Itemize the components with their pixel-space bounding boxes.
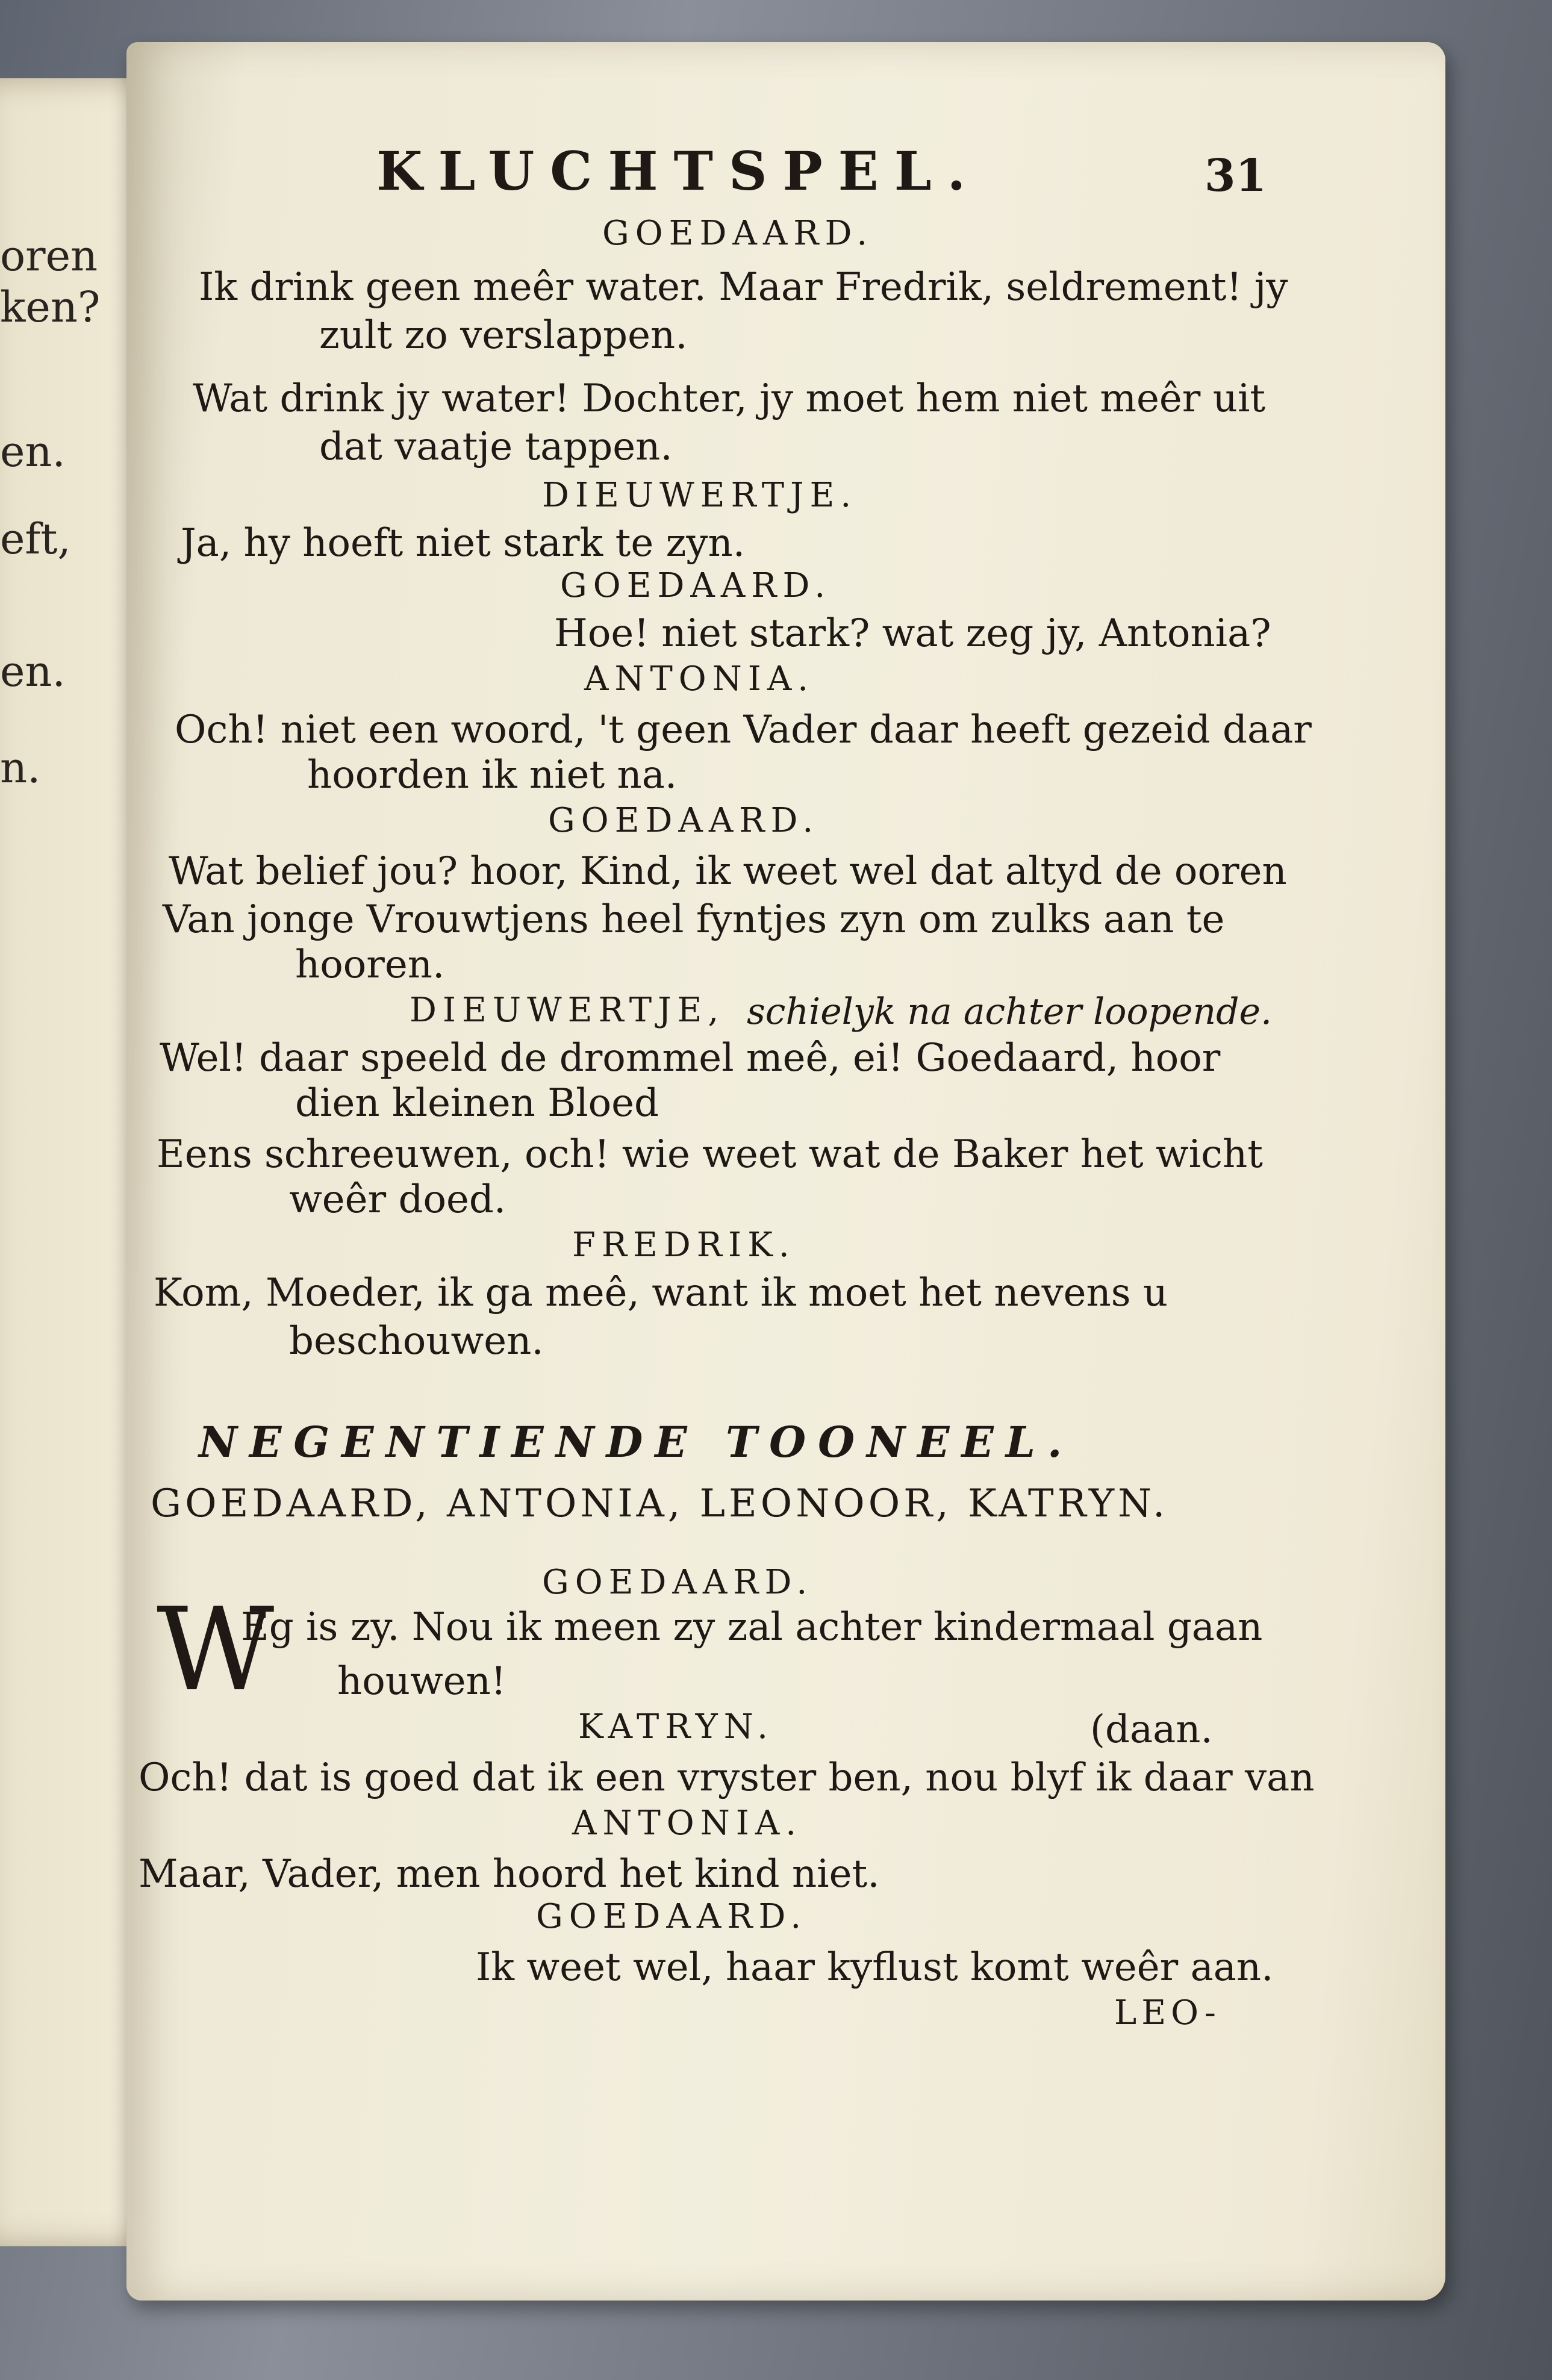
verse-line: Ja, hy hoeft niet stark te zyn. xyxy=(181,521,746,565)
verse-line: Maar, Vader, men hoord het kind niet. xyxy=(139,1852,880,1896)
left-fragment: eft, xyxy=(0,514,71,564)
cast-list: GOEDAARD, ANTONIA, LEONOOR, KATRYN. xyxy=(151,1481,1169,1526)
verse-line: Eg is zy. Nou ik meen zy zal achter kindermaal gaan xyxy=(241,1605,1263,1649)
verse-line: Hoe! niet stark? wat zeg jy, Antonia? xyxy=(554,611,1271,656)
verse-line: houwen! xyxy=(337,1659,506,1704)
verse-line: Wat belief jou? hoor, Kind, ik weet wel dat altyd de ooren xyxy=(169,849,1287,894)
speaker-name: DIEUWERTJE, xyxy=(410,991,725,1030)
verse-line: Van jonge Vrouwtjens heel fyntjes zyn om zulks aan te xyxy=(163,897,1225,942)
speaker-name: GOEDAARD. xyxy=(560,566,832,605)
speaker-name: GOEDAARD. xyxy=(536,1897,808,1936)
verse-line: hooren. xyxy=(295,942,445,987)
verse-line: Kom, Moeder, ik ga meê, want ik moet het nevens u xyxy=(154,1271,1168,1315)
speaker-name: FREDRIK. xyxy=(572,1226,796,1265)
left-fragment: en. xyxy=(0,647,66,696)
verse-line: hoorden ik niet na. xyxy=(307,753,678,797)
page-text xyxy=(126,42,1445,2301)
catchword: LEO- xyxy=(1114,1993,1221,2033)
left-fragment: oren xyxy=(0,231,98,281)
speaker-name: DIEUWERTJE. xyxy=(542,476,858,515)
left-fragment: en. xyxy=(0,427,66,476)
verse-line: Ik weet wel, haar kyflust komt weêr aan. xyxy=(476,1945,1274,1990)
verse-line: Wel! daar speeld de drommel meê, ei! Goedaard, hoor xyxy=(160,1036,1221,1080)
speaker-name: GOEDAARD. xyxy=(548,801,820,840)
speaker-name: KATRYN. xyxy=(578,1707,774,1746)
verse-line: Ik drink geen meêr water. Maar Fredrik, seldrement! jy xyxy=(199,265,1288,310)
verse-line: Eens schreeuwen, och! wie weet wat de Baker het wicht xyxy=(157,1132,1263,1177)
speaker-name: GOEDAARD. xyxy=(602,214,874,253)
speaker-name: ANTONIA. xyxy=(584,659,815,699)
verse-line: Wat drink jy water! Dochter, jy moet hem niet meêr uit xyxy=(193,376,1266,421)
verse-line: beschouwen. xyxy=(289,1319,544,1363)
drop-capital: W xyxy=(157,1583,275,1716)
speaker-name: ANTONIA. xyxy=(572,1804,803,1843)
left-fragment: n. xyxy=(0,743,41,793)
scene-heading: NEGENTIENDE TOONEEL. xyxy=(199,1417,1074,1467)
verse-line: dien kleinen Bloed xyxy=(295,1081,659,1126)
stage-direction: schielyk na achter loopende. xyxy=(747,991,1273,1033)
verse-line: weêr doed. xyxy=(289,1177,506,1222)
verse-line: (daan. xyxy=(1090,1707,1213,1752)
verse-line: zult zo verslappen. xyxy=(319,313,688,358)
book-page xyxy=(126,42,1445,2301)
verse-line: Och! dat is goed dat ik een vryster ben, nou blyf ik daar van xyxy=(139,1755,1315,1800)
running-title: KLUCHTSPEL. xyxy=(376,140,982,202)
left-fragment: ken? xyxy=(0,282,101,332)
speaker-name: GOEDAARD. xyxy=(542,1563,814,1602)
verse-line: dat vaatje tappen. xyxy=(319,425,673,469)
verse-line: Och! niet een woord, 't geen Vader daar heeft gezeid daar xyxy=(175,708,1312,752)
page-number: 31 xyxy=(1205,150,1267,202)
